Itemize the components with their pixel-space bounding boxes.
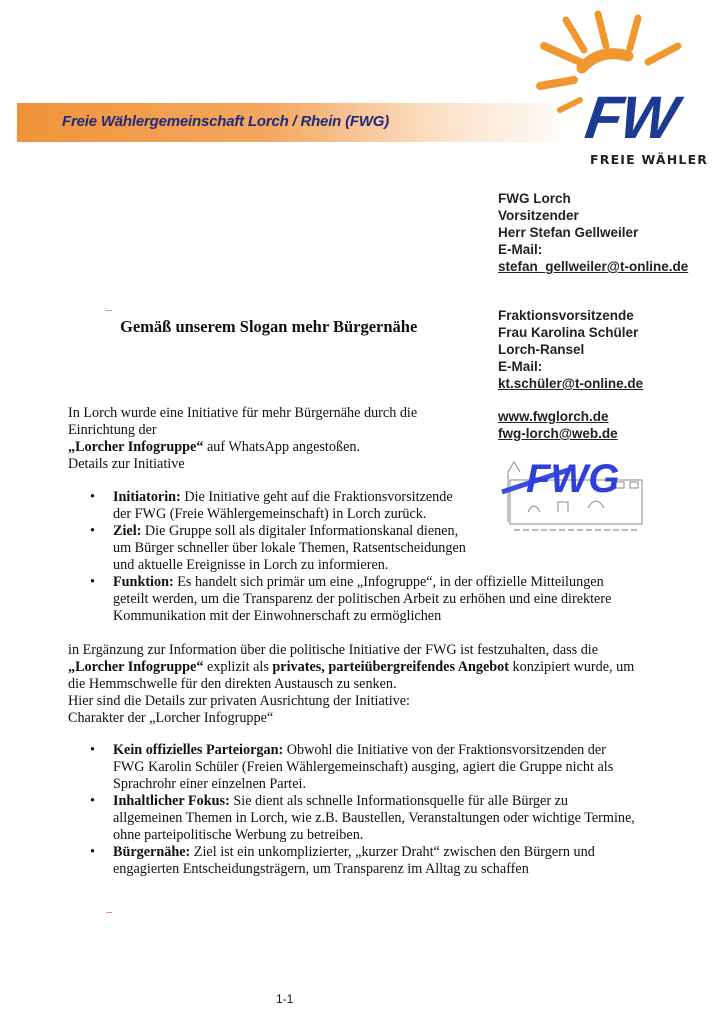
bold-text: Initiatorin: bbox=[113, 489, 181, 505]
list-item bbox=[68, 742, 635, 793]
bullet-icon: • bbox=[90, 574, 95, 590]
text-segment: ohne parteipolitische Werbung zu betreiben. bbox=[113, 827, 364, 843]
email-link[interactable]: fwg-lorch@web.de bbox=[498, 426, 618, 441]
text-segment: geteilt werden, um die Transparenz der politischen Arbeit zu erhöhen und eine direktere bbox=[113, 591, 612, 607]
bold-text: Bürgernähe: bbox=[113, 844, 191, 860]
bold-text: Funktion: bbox=[113, 574, 174, 590]
revision-mark: _ bbox=[106, 298, 112, 312]
bold-text: privates, parteiübergreifendes Angebot bbox=[272, 659, 509, 675]
bullet-icon: • bbox=[90, 793, 95, 809]
list-item bbox=[68, 523, 611, 574]
text-segment: Obwohl die Initiative von der Fraktionsvorsitzenden der bbox=[283, 742, 606, 758]
list-item bbox=[68, 574, 611, 625]
text-line bbox=[113, 810, 635, 827]
text-line bbox=[113, 861, 635, 878]
text-line bbox=[113, 523, 611, 540]
contact-line: E-Mail: bbox=[498, 242, 543, 257]
text-line bbox=[68, 710, 634, 727]
contact-chair bbox=[498, 190, 688, 275]
text-segment: auf WhatsApp angestoßen. bbox=[203, 439, 361, 455]
revision-mark: _ bbox=[106, 900, 112, 914]
text-segment: der FWG (Freie Wählergemeinschaft) in Lorch zurück. bbox=[113, 506, 427, 522]
text-line bbox=[113, 506, 611, 523]
text-line bbox=[113, 540, 611, 557]
text-line bbox=[113, 776, 635, 793]
text-segment: Einrichtung der bbox=[68, 422, 157, 438]
text-segment: engagierten Entscheidungsträgern, um Transparenz im Alltag zu schaffen bbox=[113, 861, 529, 877]
contact-line: Frau Karolina Schüler bbox=[498, 325, 639, 340]
bold-text: Inhaltlicher Fokus: bbox=[113, 793, 230, 809]
document-title: Gemäß unserem Slogan mehr Bürgernähe bbox=[120, 317, 418, 336]
contact-line: E-Mail: bbox=[498, 359, 543, 374]
fwg-logo-text: FWG bbox=[526, 457, 620, 501]
contact-line: Fraktionsvorsitzende bbox=[498, 308, 634, 323]
contact-faction bbox=[498, 307, 643, 392]
text-segment: Die Initiative geht auf die Fraktionsvorsitzende bbox=[180, 489, 453, 505]
text-segment: Es handelt sich primär um eine „Infogruppe“, in der offizielle Mitteilungen bbox=[173, 574, 604, 590]
bullet-icon: • bbox=[90, 742, 95, 758]
contact-line: FWG Lorch bbox=[498, 191, 571, 206]
text-segment: explizit als bbox=[203, 659, 273, 675]
text-segment: Hier sind die Details zur privaten Ausrichtung der Initiative: bbox=[68, 693, 410, 709]
text-segment: In Lorch wurde eine Initiative für mehr Bürgernähe durch die bbox=[68, 405, 418, 421]
supplement-paragraph bbox=[68, 642, 634, 727]
text-segment: in Ergänzung zur Information über die politische Initiative der FWG ist festzuhalten, dass die bbox=[68, 642, 599, 658]
intro-paragraph bbox=[68, 405, 417, 473]
text-line bbox=[113, 574, 611, 591]
bold-text: „Lorcher Infogruppe“ bbox=[68, 659, 204, 675]
text-line bbox=[68, 422, 417, 439]
list-item bbox=[68, 793, 635, 844]
text-line bbox=[68, 405, 417, 422]
contact-line: Lorch-Ransel bbox=[498, 342, 585, 357]
text-segment: und aktuelle Ereignisse in Lorch zu informieren. bbox=[113, 557, 389, 573]
text-line bbox=[113, 793, 635, 810]
text-segment: FWG Karolin Schüler (Freien Wählergemeinschaft) ausging, agiert die Gruppe nicht als bbox=[113, 759, 614, 775]
contact-web bbox=[498, 408, 618, 442]
text-line bbox=[68, 676, 634, 693]
character-list bbox=[68, 742, 635, 878]
text-line bbox=[113, 608, 611, 625]
chair-email-link[interactable]: stefan_gellweiler@t-online.de bbox=[498, 259, 689, 274]
text-line bbox=[113, 742, 635, 759]
bold-text: Kein offizielles Parteiorgan: bbox=[113, 742, 284, 758]
text-segment: Kommunikation mit der Einwohnerschaft zu ermöglichen bbox=[113, 608, 442, 624]
bullet-icon: • bbox=[90, 523, 95, 539]
page-number: 1-1 bbox=[276, 992, 294, 1006]
website-link[interactable]: www.fwglorch.de bbox=[498, 409, 609, 424]
text-line bbox=[68, 456, 417, 473]
bullet-icon: • bbox=[90, 489, 95, 505]
header-title: Freie Wählergemeinschaft Lorch / Rhein (FWG) bbox=[62, 113, 390, 130]
text-line bbox=[113, 759, 635, 776]
initiative-details-list bbox=[68, 489, 611, 625]
text-line bbox=[68, 439, 417, 456]
text-segment: Sprachrohr einer einzelnen Partei. bbox=[113, 776, 307, 792]
bold-text: „Lorcher Infogruppe“ bbox=[68, 439, 204, 455]
fw-logo-subtitle: FREIE WÄHLER bbox=[590, 152, 709, 167]
text-line bbox=[113, 489, 611, 506]
text-line bbox=[68, 642, 634, 659]
text-line bbox=[113, 844, 635, 861]
text-segment: Ziel ist ein unkomplizierter, „kurzer Draht“ zwischen den Bürgern und bbox=[190, 844, 595, 860]
text-segment: Charakter der „Lorcher Infogruppe“ bbox=[68, 710, 274, 726]
text-segment: Sie dient als schnelle Informationsquelle für alle Bürger zu bbox=[229, 793, 568, 809]
text-segment: um Bürger schneller über lokale Themen, Ratsentscheidungen bbox=[113, 540, 466, 556]
list-item bbox=[68, 844, 635, 878]
text-segment: konzipiert wurde, um bbox=[508, 659, 635, 675]
contact-line: Herr Stefan Gellweiler bbox=[498, 225, 639, 240]
text-line bbox=[113, 557, 611, 574]
bullet-icon: • bbox=[90, 844, 95, 860]
text-line bbox=[68, 693, 634, 710]
fw-logo: FW bbox=[581, 84, 681, 151]
bold-text: Ziel: bbox=[113, 523, 142, 539]
text-line bbox=[113, 827, 635, 844]
list-item bbox=[68, 489, 611, 523]
text-line bbox=[113, 591, 611, 608]
text-segment: die Hemmschwelle für den direkten Austausch zu senken. bbox=[68, 676, 397, 692]
text-line bbox=[68, 659, 634, 676]
text-segment: Details zur Initiative bbox=[68, 456, 185, 472]
text-segment: Die Gruppe soll als digitaler Informationskanal dienen, bbox=[141, 523, 459, 539]
text-segment: allgemeinen Themen in Lorch, wie z.B. Baustellen, Veranstaltungen oder wichtige Termine, bbox=[113, 810, 635, 826]
contact-line: Vorsitzender bbox=[498, 208, 579, 223]
faction-email-link[interactable]: kt.schüler@t-online.de bbox=[498, 376, 644, 391]
